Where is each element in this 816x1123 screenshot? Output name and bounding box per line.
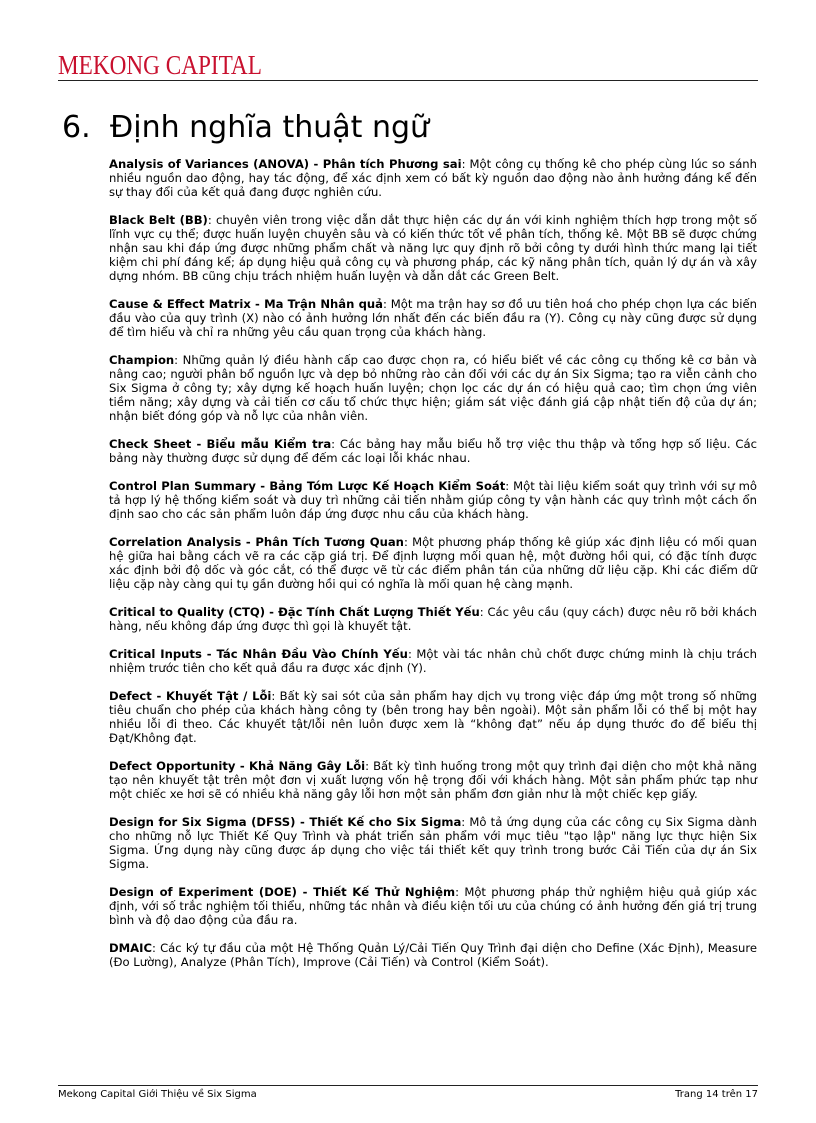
glossary-definition: : Các yêu cầu (quy cách) được nêu rõ bởi khách hàng, nếu không đáp ứng được thì gọi là khuyết tật. (109, 605, 757, 633)
glossary-entry (109, 353, 757, 423)
footer-page-number: Trang 14 trên 17 (675, 1089, 758, 1100)
glossary-definition: : chuyên viên trong việc dẫn dắt thực hiện các dự án với kinh nghiệm thích hợp trong một số lĩnh vực cụ thể; được huấn luyện chuyên sâu và có kiến thức tốt về phân tích, thống kê. Một BB sẽ được chứng nhận sau khi đáp ứng được những phẩm chất và năng lực quy định rõ bởi công ty dưới hình thức mang lại tiết kiệm chi phí đáng kể; áp dụng hiệu quả công cụ và phương pháp, các kỹ năng phân tích, quản lý dự án và xây dựng nhóm. BB cũng chịu trách nhiệm huấn luyện và dẫn dắt các Green Belt. (109, 213, 757, 283)
glossary-definition: : Các bảng hay mẫu biểu hỗ trợ việc thu thập và tổng hợp số liệu. Các bảng này thường được sử dụng để đếm các loại lỗi khác nhau. (109, 437, 757, 465)
glossary-list (109, 157, 757, 983)
glossary-definition: : Một công cụ thống kê cho phép cùng lúc so sánh nhiều nguồn dao động, hay tác động, để xác định xem có bất kỳ nguồn dao động nào ảnh hưởng đáng kể đến sự thay đổi của kết quả đang được nghiên cứu. (109, 157, 757, 199)
glossary-entry (109, 689, 757, 745)
glossary-term: Design of Experiment (DOE) - Thiết Kế Thử Nghiệm (109, 885, 456, 899)
glossary-definition: : Những quản lý điều hành cấp cao được chọn ra, có hiểu biết về các công cụ thống kê cơ bản và nâng cao; người phân bổ nguồn lực và dẹp bỏ những rào cản đối với các dự án Six Sigma; tạo ra viễn cảnh cho Six Sigma ở công ty; xây dựng kế hoạch huấn luyện; chọn lọc các dự án có hiệu quả cao; tìm chọn ứng viên tiềm năng; xây dựng và cải tiến cơ cấu tổ chức thực hiện; giám sát việc đánh giá cập nhật tiến độ của dự án; nhận biết đóng góp và nỗ lực của nhân viên. (109, 353, 757, 423)
glossary-term: Defect Opportunity - Khả Năng Gây Lỗi (109, 759, 366, 773)
glossary-term: Design for Six Sigma (DFSS) - Thiết Kế cho Six Sigma (109, 815, 462, 829)
glossary-term: Correlation Analysis - Phân Tích Tương Quan (109, 535, 404, 549)
glossary-entry (109, 815, 757, 871)
section-title: Định nghĩa thuật ngữ (110, 110, 430, 145)
glossary-entry (109, 479, 757, 521)
glossary-term: Cause & Effect Matrix - Ma Trận Nhân quả (109, 297, 383, 311)
glossary-entry (109, 213, 757, 283)
glossary-term: Black Belt (BB) (109, 213, 208, 227)
glossary-term: DMAIC (109, 941, 152, 955)
glossary-entry (109, 157, 757, 199)
glossary-definition: : Một ma trận hay sơ đồ ưu tiên hoá cho phép chọn lựa các biến đầu vào của quy trình (X) nào có ảnh hưởng lớn nhất đến các biến đầu ra (Y). Công cụ này cũng được sử dụng để tìm hiểu và chỉ ra những yêu cầu quan trọng của khách hàng. (109, 297, 757, 339)
glossary-entry (109, 297, 757, 339)
glossary-term: Defect - Khuyết Tật / Lỗi (109, 689, 272, 703)
glossary-entry (109, 647, 757, 675)
section-number: 6. (62, 110, 91, 145)
glossary-term: Check Sheet - Biểu mẫu Kiểm tra (109, 437, 332, 451)
header-divider (58, 80, 758, 81)
glossary-entry (109, 437, 757, 465)
glossary-entry (109, 941, 757, 969)
brand-logo: MEKONG CAPITAL (58, 50, 262, 80)
glossary-definition: : Một phương pháp thử nghiệm hiệu quả giúp xác định, với số trắc nghiệm tối thiểu, những tác nhân và điều kiện tối ưu của chúng có ảnh hưởng đến giá trị trung bình và độ dao động của đầu ra. (109, 885, 757, 927)
footer-document-title: Mekong Capital Giới Thiệu về Six Sigma (58, 1089, 257, 1100)
glossary-definition: : Bất kỳ tình huống trong một quy trình đại diện cho một khả năng tạo nên khuyết tật trên một đơn vị xuất lượng vốn hệ trọng đối với khách hàng. Một sản phẩm phức tạp như một chiếc xe hơi sẽ có nhiều khả năng gây lỗi hơn một sản phẩm đơn giản như là một chiếc kẹp giấy. (109, 759, 757, 801)
section-heading (62, 110, 429, 145)
glossary-entry (109, 535, 757, 591)
glossary-term: Control Plan Summary - Bảng Tóm Lược Kế Hoạch Kiểm Soát (109, 479, 506, 493)
glossary-entry (109, 605, 757, 633)
glossary-term: Critical to Quality (CTQ) - Đặc Tính Chất Lượng Thiết Yếu (109, 605, 480, 619)
glossary-entry (109, 759, 757, 801)
glossary-definition: : Bất kỳ sai sót của sản phẩm hay dịch vụ trong việc đáp ứng một trong số những tiêu chuẩn cho phép của khách hàng công ty (bên trong hay bên ngoài). Một sản phẩm lỗi có thể bị một hay nhiều lỗi đi theo. Các khuyết tật/lỗi nên luôn được xem là “không đạt” nếu áp dụng thước đo để biểu thị Đạt/Không đạt. (109, 689, 758, 745)
footer-divider (58, 1085, 758, 1086)
glossary-definition: : Một vài tác nhân chủ chốt được chứng minh là chịu trách nhiệm trước tiên cho kết quả đầu ra được xác định (Y). (109, 647, 758, 675)
glossary-definition: : Một phương pháp thống kê giúp xác định liệu có mối quan hệ giữa hai bằng cách vẽ ra các cặp giá trị. Để định lượng mối quan hệ, một đường hồi qui, có đặc tính được xác định bởi độ dốc và góc cắt, có thể được vẽ từ các điểm phân tán của những dữ liệu cặp. Khi các điểm dữ liệu cặp này càng qui tụ gần đường hồi qui có nghĩa là mối quan hệ càng mạnh. (109, 535, 757, 591)
glossary-entry (109, 885, 757, 927)
glossary-term: Champion (109, 353, 175, 367)
glossary-definition: : Các ký tự đầu của một Hệ Thống Quản Lý/Cải Tiến Quy Trình đại diện cho Define (Xác Định), Measure (Đo Lường), Analyze (Phân Tích), Improve (Cải Tiến) và Control (Kiểm Soát). (109, 941, 757, 969)
glossary-term: Analysis of Variances (ANOVA) - Phân tích Phương sai (109, 157, 462, 171)
glossary-definition: : Một tài liệu kiểm soát quy trình với sự mô tả hợp lý hệ thống kiểm soát và duy trì những cải tiến nhằm giúp công ty vận hành các quy trình một cách ổn định sao cho các sản phẩm luôn đáp ứng được nhu cầu của khách hàng. (109, 479, 758, 521)
glossary-term: Critical Inputs - Tác Nhân Đầu Vào Chính Yếu (109, 647, 408, 661)
glossary-definition: : Mô tả ứng dụng của các công cụ Six Sigma dành cho những nỗ lực Thiết Kế Quy Trình và phát triển sản phẩm với mục tiêu "tạo lập" năng lực thực hiện Six Sigma. Ứng dụng này cũng được áp dụng cho việc tái thiết kết quy trình trong bước Cải Tiến của dự án Six Sigma. (109, 815, 757, 871)
